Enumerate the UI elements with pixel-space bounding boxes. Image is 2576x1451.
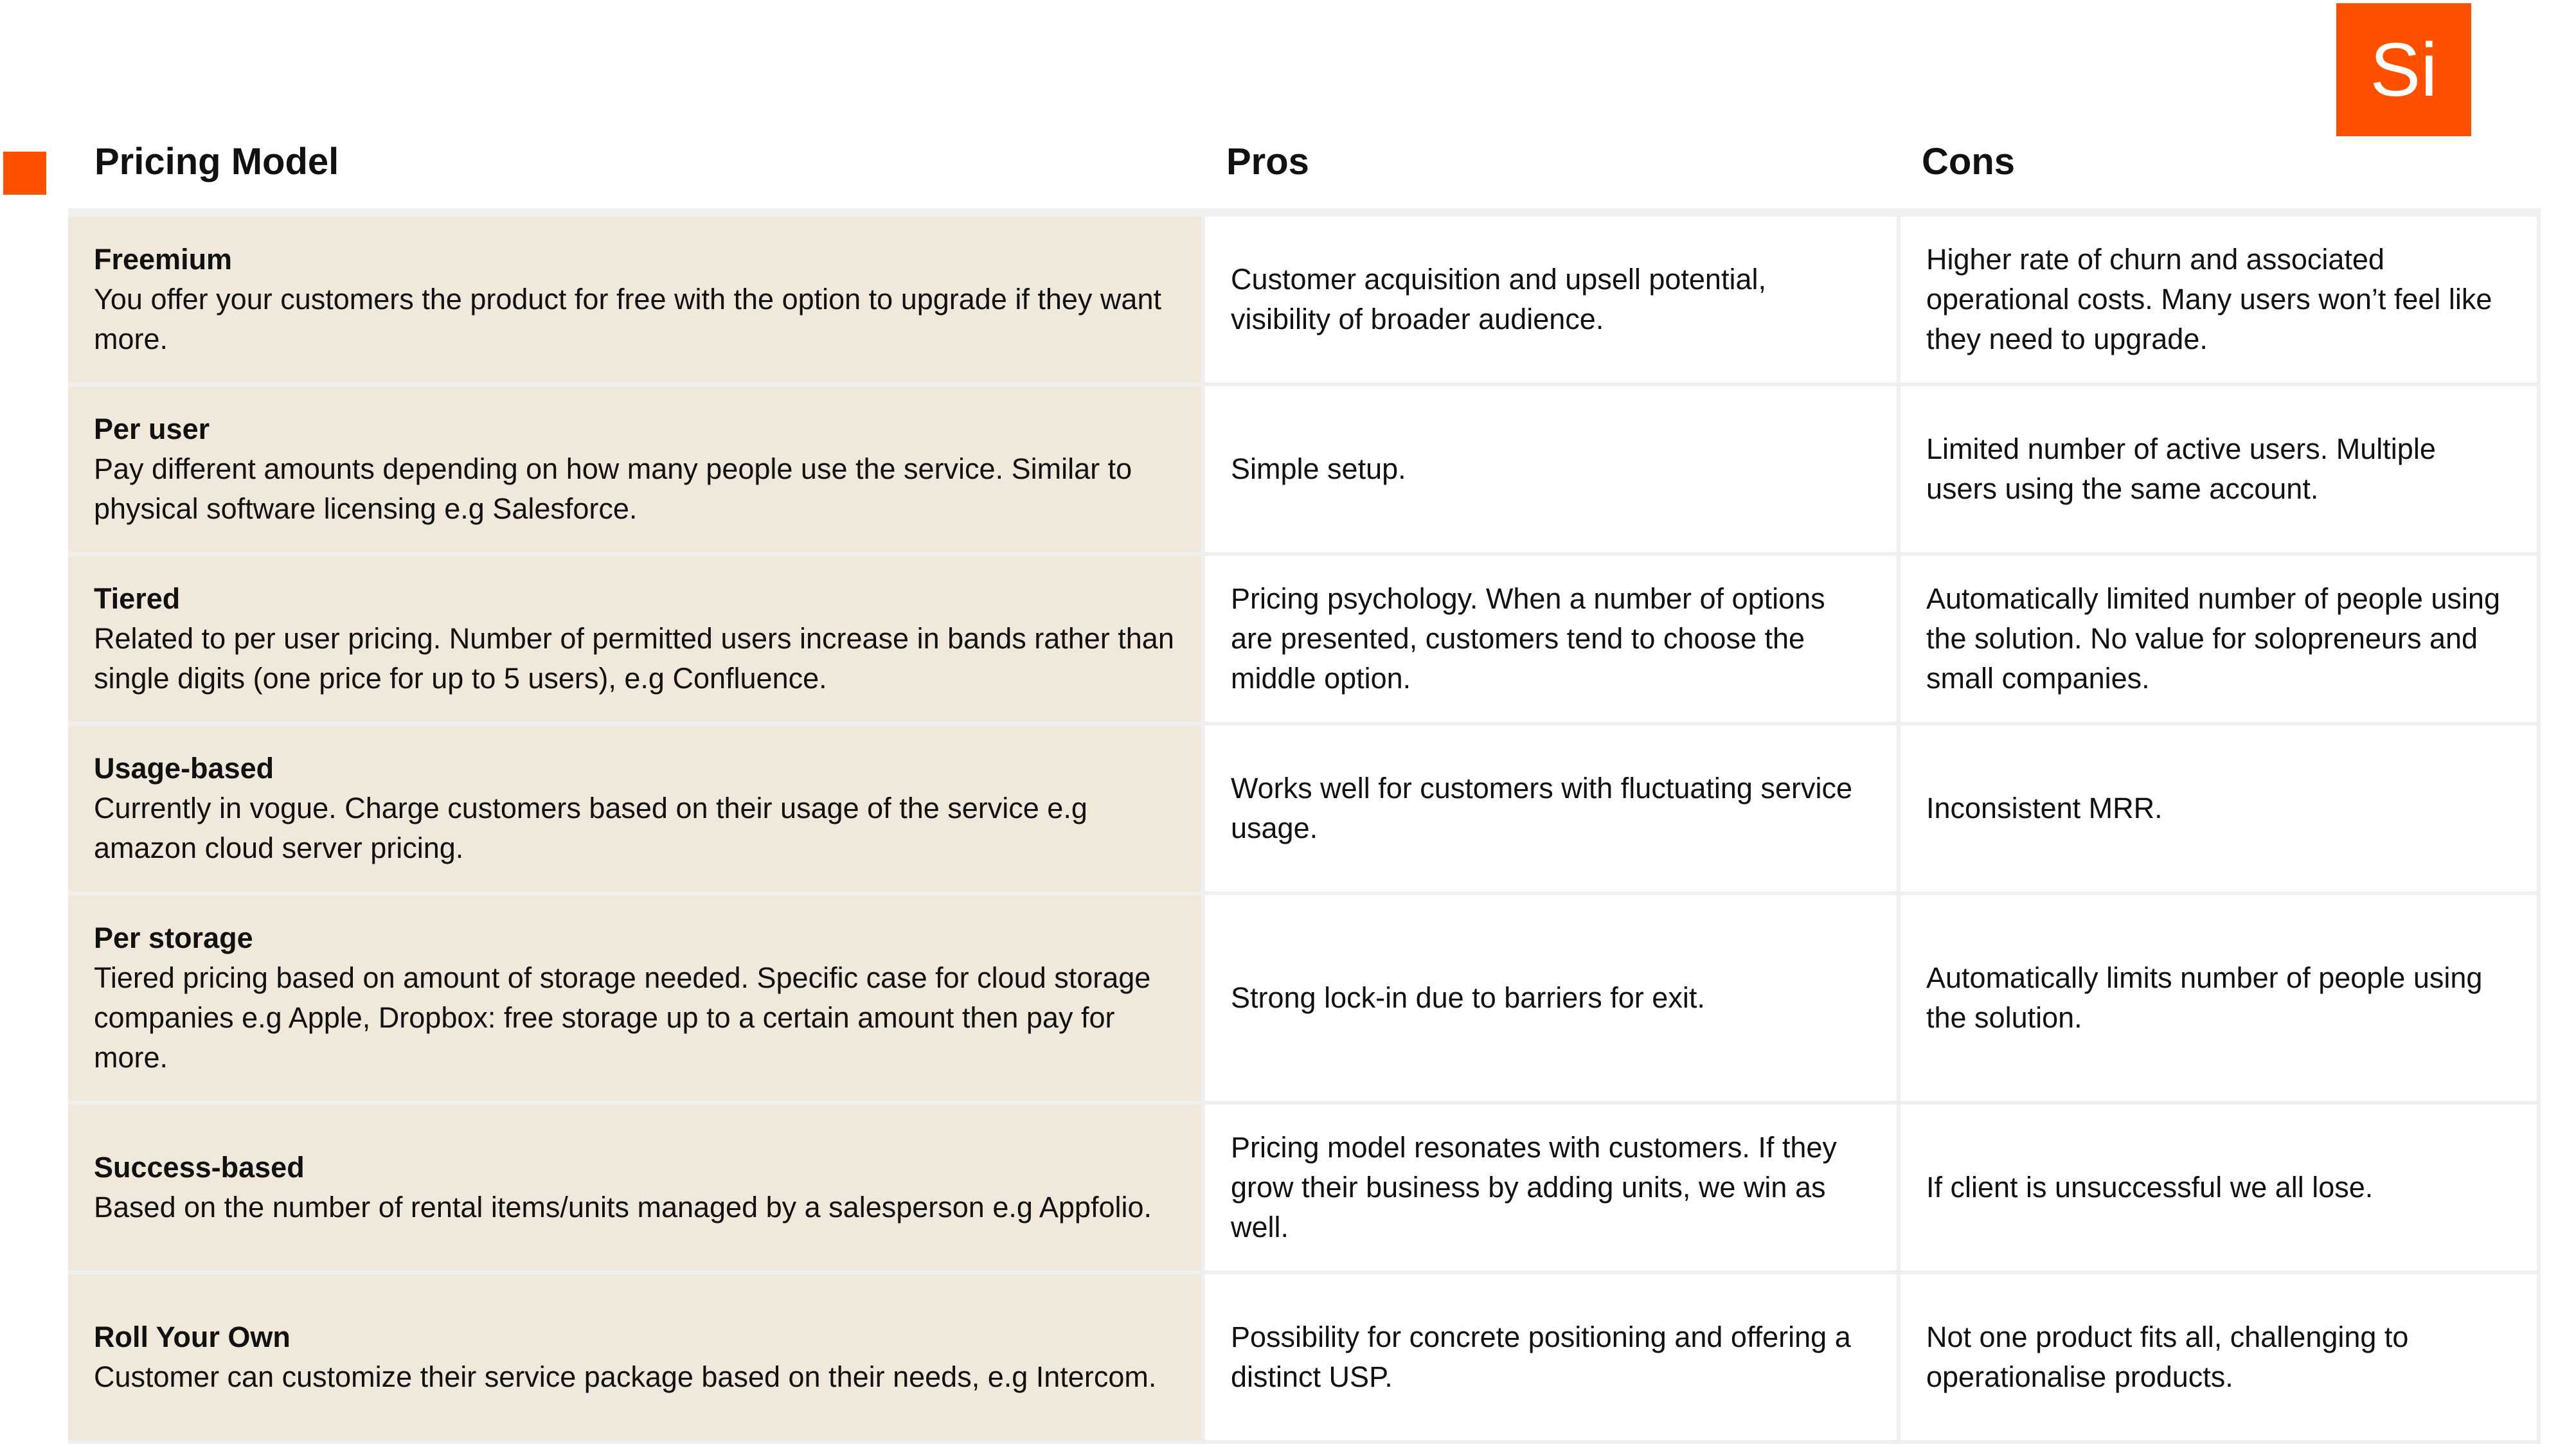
model-description: Tiered pricing based on amount of storage needed. Specific case for cloud storage companies e.g Apple, Dropbox: free storage up to a certain amount then pay for more. (94, 961, 1151, 1074)
model-description: You offer your customers the product for free with the option to upgrade if they want more. (94, 283, 1161, 355)
model-cell (68, 556, 1201, 722)
table-row (68, 1274, 2541, 1444)
pros-text: Pricing psychology. When a number of options are presented, customers tend to choose the middle option. (1231, 582, 1825, 695)
cons-cell (1897, 556, 2541, 722)
header-pricing-model: Pricing Model (94, 141, 339, 182)
pros-text: Strong lock-in due to barriers for exit. (1231, 981, 1705, 1014)
table-row (68, 726, 2541, 895)
cons-cell (1897, 1274, 2541, 1440)
logo-text: Si (2370, 27, 2438, 112)
pros-cell (1201, 895, 1897, 1101)
pros-text: Works well for customers with fluctuating service usage. (1231, 772, 1852, 844)
model-cell (68, 895, 1201, 1101)
header-pros: Pros (1226, 141, 1309, 182)
pricing-table (68, 208, 2541, 1444)
model-cell (68, 1105, 1201, 1270)
model-name: Roll Your Own (94, 1321, 291, 1353)
pros-cell (1201, 217, 1897, 382)
table-row (68, 1105, 2541, 1274)
model-description: Currently in vogue. Charge customers based on their usage of the service e.g amazon cloud server pricing. (94, 792, 1087, 864)
cons-cell (1897, 895, 2541, 1101)
pros-cell (1201, 556, 1897, 722)
model-name: Freemium (94, 243, 233, 276)
model-name: Usage-based (94, 752, 274, 785)
model-name: Per storage (94, 921, 253, 954)
pros-text: Pricing model resonates with customers. If they grow their business by adding units, we win as well. (1231, 1131, 1837, 1243)
model-description: Customer can customize their service package based on their needs, e.g Intercom. (94, 1360, 1157, 1393)
pros-text: Simple setup. (1231, 452, 1406, 485)
model-cell (68, 1274, 1201, 1440)
model-description: Pay different amounts depending on how many people use the service. Similar to physical software licensing e.g Salesforce. (94, 452, 1132, 525)
model-description: Based on the number of rental items/units managed by a salesperson e.g Appfolio. (94, 1191, 1152, 1224)
cons-text: If client is unsuccessful we all lose. (1926, 1171, 2374, 1204)
model-cell (68, 386, 1201, 552)
pros-cell (1201, 1274, 1897, 1440)
cons-cell (1897, 217, 2541, 382)
table-row (68, 895, 2541, 1105)
table-row (68, 217, 2541, 386)
cons-text: Higher rate of churn and associated operational costs. Many users won’t feel like they need to upgrade. (1926, 243, 2492, 355)
table-row (68, 386, 2541, 556)
model-cell (68, 217, 1201, 382)
cons-text: Not one product fits all, challenging to operationalise products. (1926, 1321, 2409, 1393)
pros-text: Customer acquisition and upsell potential, visibility of broader audience. (1231, 263, 1766, 335)
slide-marker (3, 152, 46, 195)
cons-text: Limited number of active users. Multiple users using the same account. (1926, 432, 2436, 505)
model-description: Related to per user pricing. Number of permitted users increase in bands rather than single digits (one price for up to 5 users), e.g Confluence. (94, 622, 1174, 695)
cons-cell (1897, 386, 2541, 552)
model-cell (68, 726, 1201, 891)
header-cons: Cons (1922, 141, 2015, 182)
cons-text: Automatically limited number of people using the solution. No value for solopreneurs and small companies. (1926, 582, 2500, 695)
pros-cell (1201, 386, 1897, 552)
pros-cell (1201, 726, 1897, 891)
model-name: Success-based (94, 1151, 305, 1184)
model-name: Tiered (94, 582, 181, 615)
pros-cell (1201, 1105, 1897, 1270)
brand-logo (2336, 3, 2471, 136)
pros-text: Possibility for concrete positioning and offering a distinct USP. (1231, 1321, 1851, 1393)
cons-cell (1897, 726, 2541, 891)
cons-text: Inconsistent MRR. (1926, 792, 2163, 824)
model-name: Per user (94, 413, 210, 445)
cons-cell (1897, 1105, 2541, 1270)
cons-text: Automatically limits number of people using the solution. (1926, 961, 2483, 1034)
table-row (68, 556, 2541, 726)
